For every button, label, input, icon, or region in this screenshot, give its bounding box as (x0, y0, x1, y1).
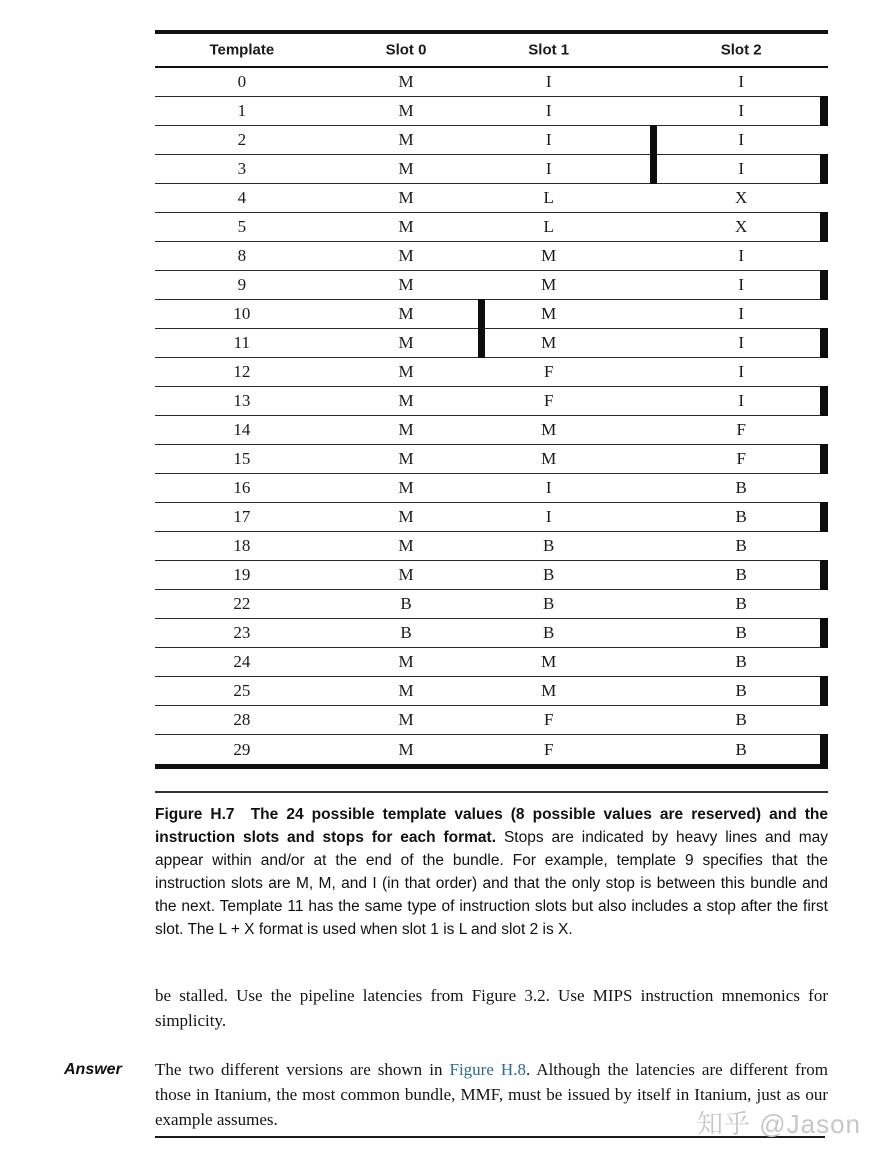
table-row (155, 184, 828, 213)
cell-slot1: M (541, 420, 557, 439)
cell-slot2: B (735, 594, 747, 613)
cell-slot2: I (738, 362, 745, 381)
table-row (155, 561, 828, 590)
stop-bar-end (820, 502, 828, 532)
cell-template: 17 (233, 507, 251, 526)
cell-slot1: M (541, 275, 557, 294)
cell-template: 18 (233, 536, 251, 555)
table-row (155, 300, 828, 329)
table-bottom-border (155, 764, 828, 769)
header-slot0: Slot 0 (385, 41, 427, 59)
cell-template: 19 (233, 565, 251, 584)
cell-template: 10 (233, 304, 251, 323)
stop-bar-end (820, 270, 828, 300)
table-row (155, 619, 828, 648)
stop-bar-end (820, 386, 828, 416)
cell-slot1: F (543, 739, 554, 759)
table-row (155, 503, 828, 532)
cell-template: 5 (237, 217, 247, 236)
cell-slot2: X (735, 217, 748, 236)
cell-slot0: M (398, 130, 414, 149)
figure-h7-table (155, 30, 828, 769)
cell-slot2: I (738, 246, 745, 265)
cell-slot0: M (398, 536, 414, 555)
table-row (155, 271, 828, 300)
cell-slot1: F (543, 391, 554, 410)
table-row (155, 735, 828, 764)
stop-bar-end (820, 154, 828, 184)
table-row (155, 242, 828, 271)
cell-slot0: M (398, 333, 414, 352)
cell-slot2: I (738, 333, 745, 352)
stop-bar-after-slot1 (650, 125, 657, 155)
cell-slot2: X (735, 188, 748, 207)
cell-slot2: I (738, 159, 745, 178)
cell-slot1: L (543, 217, 554, 236)
watermark: 知乎 @Jason (697, 1109, 861, 1139)
table-row (155, 155, 828, 184)
cell-slot2: I (738, 304, 745, 323)
cell-slot1: F (543, 362, 554, 381)
table-row (155, 706, 828, 735)
table-row (155, 445, 828, 474)
cell-slot1: I (545, 159, 552, 178)
table-header-row (155, 34, 828, 68)
cell-slot2: B (735, 739, 747, 759)
cell-slot0: M (398, 159, 414, 178)
cell-slot0: M (398, 217, 414, 236)
cell-slot1: F (543, 710, 554, 729)
cell-template: 1 (237, 101, 247, 120)
cell-template: 25 (233, 681, 251, 700)
table-row (155, 126, 828, 155)
cell-slot1: M (541, 449, 557, 468)
cell-template: 15 (233, 449, 251, 468)
cell-slot1: M (541, 333, 557, 352)
cell-slot2: I (738, 275, 745, 294)
cell-slot0: M (398, 478, 414, 497)
cell-template: 8 (237, 246, 247, 265)
cell-slot2: B (735, 623, 747, 642)
header-template: Template (209, 41, 275, 59)
cell-slot1: B (543, 623, 555, 642)
table-row (155, 474, 828, 503)
stop-bar-end (820, 96, 828, 126)
separator-rule (155, 791, 828, 793)
table-row (155, 329, 828, 358)
cell-slot0: M (398, 507, 414, 526)
cell-slot0: M (398, 246, 414, 265)
cell-slot2: B (735, 681, 747, 700)
table-row (155, 97, 828, 126)
cell-slot1: B (543, 565, 555, 584)
cell-slot2: F (736, 420, 746, 439)
cell-slot2: I (738, 130, 745, 149)
cell-slot0: M (398, 739, 414, 759)
table-body (155, 68, 828, 764)
cell-slot0: M (398, 652, 414, 671)
cell-slot0: M (398, 565, 414, 584)
cell-slot0: M (398, 420, 414, 439)
cell-template: 22 (233, 594, 251, 613)
cell-template: 23 (233, 623, 251, 642)
answer-pre-text: The two different versions are shown in (155, 1060, 450, 1079)
cell-slot1: M (541, 652, 557, 671)
cell-template: 3 (237, 159, 247, 178)
stop-bar-end (820, 676, 828, 706)
table-row (155, 213, 828, 242)
cell-slot0: M (398, 72, 414, 91)
caption-body-text: Stops are indicated by heavy lines and may appear within and/or at the end of the bundle. For example, template 9 specifies that the instruction slots are M, M, and I (in that order) and that the only stop is between this bundle and the next. Template 11 has the same type of instruction slots but also includes a stop after the first slot. The L + X format is used when slot 1 is L and slot 2 is X. (155, 829, 829, 938)
cell-slot0: M (398, 101, 414, 120)
stop-bar-end (820, 618, 828, 648)
stop-bar-after-slot0 (478, 299, 485, 329)
cell-slot0: M (398, 188, 414, 207)
figure-h8-link[interactable]: Figure H.8 (449, 1060, 526, 1079)
cell-slot2: I (738, 391, 745, 410)
cell-template: 11 (233, 333, 250, 352)
table-row (155, 387, 828, 416)
cell-slot0: M (398, 681, 414, 700)
cell-slot1: I (545, 101, 552, 120)
cell-slot1: I (545, 130, 552, 149)
cell-template: 0 (237, 72, 247, 91)
stop-bar-after-slot0 (478, 328, 485, 358)
header-slot2: Slot 2 (720, 41, 762, 59)
cell-slot0: B (400, 594, 412, 613)
cell-template: 4 (237, 188, 247, 207)
table-row (155, 677, 828, 706)
stop-bar-end (820, 328, 828, 358)
caption-label: Figure H.7 (155, 806, 235, 823)
figure-caption (155, 803, 828, 941)
stop-bar-end (820, 560, 828, 590)
cell-template: 2 (237, 130, 247, 149)
cell-template: 12 (233, 362, 251, 381)
cell-slot1: I (545, 72, 552, 91)
cell-template: 29 (233, 739, 251, 759)
cell-slot2: B (735, 507, 747, 526)
cell-slot2: B (735, 565, 747, 584)
cell-slot1: B (543, 536, 555, 555)
table-row (155, 68, 828, 97)
stop-bar-end (820, 734, 828, 765)
table-row (155, 590, 828, 619)
answer-label: Answer (64, 1061, 122, 1078)
cell-template: 28 (233, 710, 251, 729)
cell-slot0: M (398, 304, 414, 323)
cell-slot1: I (545, 507, 552, 526)
caption-bold-text: The 24 possible template values (8 possible values are reserved) and the instruction slots and stops for each format. (155, 806, 828, 846)
cell-slot0: M (398, 391, 414, 410)
table-row (155, 358, 828, 387)
cell-slot1: M (541, 681, 557, 700)
cell-slot0: M (398, 710, 414, 729)
table-row (155, 416, 828, 445)
stop-bar-end (820, 212, 828, 242)
cell-slot0: M (398, 275, 414, 294)
cell-slot2: B (735, 478, 747, 497)
stop-bar-end (820, 444, 828, 474)
cell-slot1: B (543, 594, 555, 613)
table-row (155, 648, 828, 677)
header-slot1: Slot 1 (528, 41, 570, 59)
cell-slot2: B (735, 710, 747, 729)
cell-slot2: B (735, 652, 747, 671)
cell-template: 13 (233, 391, 251, 410)
table-row (155, 532, 828, 561)
cell-slot2: I (738, 72, 745, 91)
cell-slot2: B (735, 536, 747, 555)
cell-template: 9 (237, 275, 247, 294)
cell-slot2: I (738, 101, 745, 120)
cell-slot1: I (545, 478, 552, 497)
cell-slot0: B (400, 623, 412, 642)
cell-slot1: L (543, 188, 554, 207)
cell-slot0: M (398, 362, 414, 381)
cell-slot1: M (541, 304, 557, 323)
cell-slot0: M (398, 449, 414, 468)
cell-template: 14 (233, 420, 251, 439)
exercise-paragraph: be stalled. Use the pipeline latencies from Figure 3.2. Use MIPS instruction mnemonics for simplicity. (155, 986, 828, 1030)
answer-post-text: . Although the latencies are different from those in Itanium, the most common bundle, MMF, must be issued by itself in Itanium, just as our example assumes. (155, 1060, 829, 1129)
cell-slot2: F (736, 449, 746, 468)
cell-template: 16 (233, 478, 251, 497)
cell-slot1: M (541, 246, 557, 265)
stop-bar-after-slot1 (650, 154, 657, 184)
cell-template: 24 (233, 652, 251, 671)
